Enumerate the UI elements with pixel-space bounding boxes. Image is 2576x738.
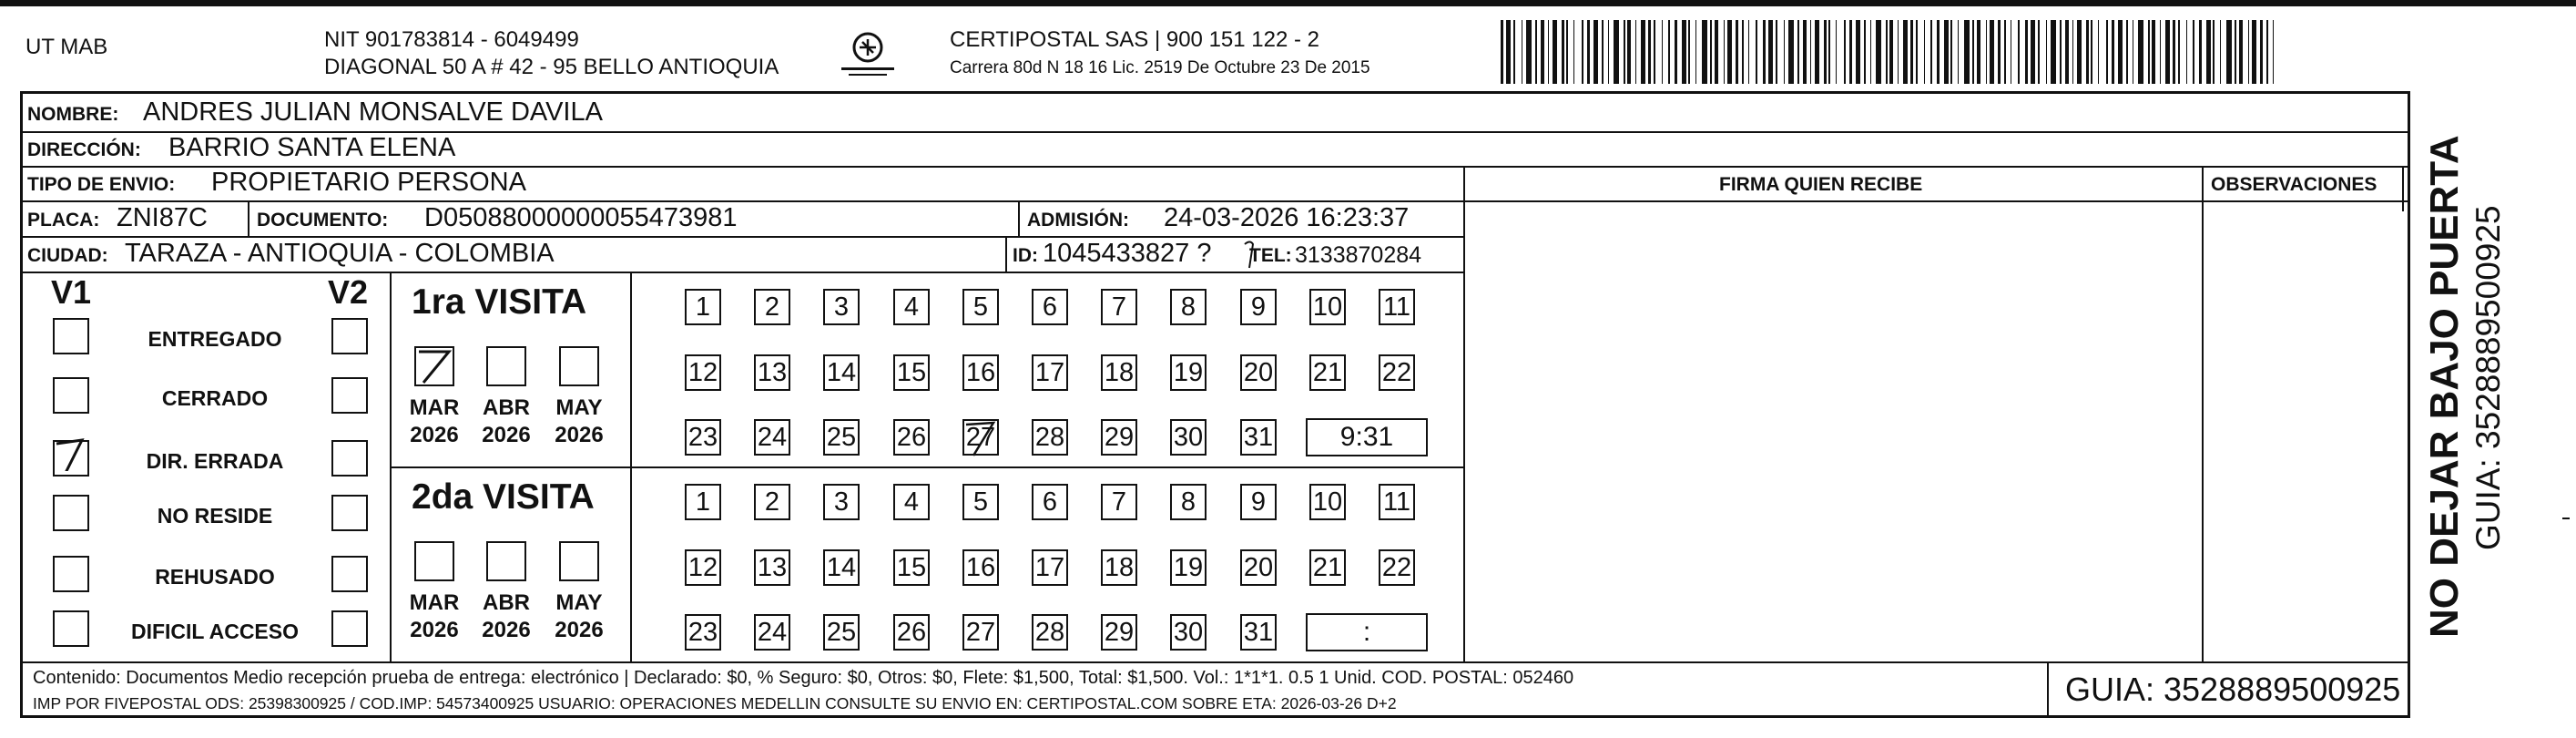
month-year: 2026 [410,423,459,447]
day-box[interactable]: 31 [1240,614,1277,651]
v2-checkbox[interactable] [331,556,368,592]
day-box[interactable]: 13 [754,354,790,391]
month-checkbox[interactable] [414,346,454,386]
day-box[interactable]: 12 [685,549,721,586]
day-box[interactable]: 4 [893,484,930,520]
v1-checkbox[interactable] [53,495,89,531]
time-box[interactable]: : [1306,613,1428,651]
day-box[interactable]: 21 [1309,354,1346,391]
month-year: 2026 [482,423,531,447]
tipo-envio-value: PROPIETARIO PERSONA [211,168,526,197]
id-value: 1045433827 ? [1043,239,1212,268]
day-box[interactable]: 17 [1032,549,1068,586]
day-box[interactable]: 20 [1240,354,1277,391]
day-box[interactable]: 19 [1170,549,1207,586]
day-box[interactable]: 11 [1379,484,1415,520]
day-box[interactable]: 8 [1170,484,1207,520]
day-box[interactable]: 4 [893,289,930,325]
day-box[interactable]: 1 [685,484,721,520]
status-label: DIFICIL ACCESO [130,620,299,643]
placa-value: ZNI87C [117,203,208,232]
day-box[interactable]: 24 [754,614,790,651]
month-label: ABR [483,590,530,615]
day-box[interactable]: 10 [1309,484,1346,520]
v1-checkbox[interactable] [53,556,89,592]
day-box[interactable]: 17 [1032,354,1068,391]
day-box[interactable]: 30 [1170,419,1207,456]
contenido-text: Contenido: Documentos Medio recepción prueba de entrega: electrónico | Declarado: $0, % Seguro: $0, Otros: $0, Flete: $1,500, Total: $1,500. Vol.: 1*1*1. 0.5 1 Unid. COD. POSTAL: 052460 [33,668,1574,688]
no-dejar-label: NO DEJAR BAJO PUERTA [2422,135,2467,638]
day-box[interactable]: 5 [962,484,999,520]
v2-checkbox[interactable] [331,377,368,414]
nombre-label: NOMBRE: [27,104,119,125]
day-box[interactable]: 7 [1101,289,1137,325]
nombre-value: ANDRES JULIAN MONSALVE DAVILA [143,97,603,127]
visit-title: 2da VISITA [412,477,595,517]
day-box[interactable]: 2 [754,289,790,325]
month-checkbox[interactable] [559,541,599,581]
v2-checkbox[interactable] [331,610,368,647]
day-box[interactable]: 16 [962,549,999,586]
day-box[interactable]: 11 [1379,289,1415,325]
month-label: ABR [483,395,530,420]
day-box[interactable]: 19 [1170,354,1207,391]
firma-header: FIRMA QUIEN RECIBE [1719,174,1923,195]
imp-text: IMP POR FIVEPOSTAL ODS: 25398300925 / COD.IMP: 54573400925 USUARIO: OPERACIONES MEDELLIN CONSULTE SU ENVIO EN: CERTIPOSTAL.COM SOBRE ETA: 2026-03-26 D+2 [33,694,1397,712]
day-box[interactable]: 1 [685,289,721,325]
day-box[interactable]: 2 [754,484,790,520]
ciudad-label: CIUDAD: [27,245,108,266]
day-box[interactable]: 31 [1240,419,1277,456]
status-label: REHUSADO [155,565,275,589]
month-checkbox[interactable] [486,346,526,386]
guia-side: GUIA: 3528889500925 [2469,205,2507,550]
day-box[interactable]: 15 [893,354,930,391]
visit-title: 1ra VISITA [412,282,587,322]
month-year: 2026 [482,618,531,642]
tipo-envio-label: TIPO DE ENVIO: [27,174,176,195]
day-box[interactable]: 18 [1101,549,1137,586]
day-box[interactable]: 3 [823,484,860,520]
direccion-value: BARRIO SANTA ELENA [168,133,456,162]
day-box[interactable]: 25 [823,419,860,456]
day-box[interactable]: 22 [1379,354,1415,391]
v1-header: V1 [51,273,92,311]
day-box[interactable]: 3 [823,289,860,325]
month-label: MAR [409,590,460,615]
id-label: ID: [1013,245,1038,266]
day-box[interactable]: 29 [1101,419,1137,456]
day-box[interactable]: 27 [962,419,999,456]
v2-header: V2 [328,273,369,311]
month-checkbox[interactable] [559,346,599,386]
day-box[interactable]: 25 [823,614,860,651]
day-box[interactable]: 9 [1240,484,1277,520]
guia-footer: GUIA: 3528889500925 [2065,671,2401,708]
month-label: MAR [409,395,460,420]
observaciones-header: OBSERVACIONES [2211,174,2377,195]
day-box[interactable]: 26 [893,419,930,456]
day-box[interactable]: 24 [754,419,790,456]
day-box[interactable]: 8 [1170,289,1207,325]
month-label: MAY [555,395,603,420]
day-box[interactable]: 28 [1032,614,1068,651]
month-label: MAY [555,590,603,615]
documento-value: D05088000000055473981 [424,203,738,232]
admision-label: ADMISIÓN: [1027,210,1129,231]
v1-checkbox[interactable] [53,440,89,477]
day-box[interactable]: 16 [962,354,999,391]
month-checkbox[interactable] [414,541,454,581]
status-label: NO RESIDE [157,504,273,528]
nit-text: NIT 901783814 - 6049499 [324,27,579,52]
v1-checkbox[interactable] [53,610,89,647]
v2-checkbox[interactable] [331,440,368,477]
month-year: 2026 [410,618,459,642]
day-box[interactable]: 29 [1101,614,1137,651]
status-label: CERRADO [161,386,269,410]
documento-label: DOCUMENTO: [257,210,389,231]
v2-checkbox[interactable] [331,318,368,354]
tel-value: 3133870284 [1295,242,1422,268]
status-label: ENTREGADO [148,327,282,351]
day-box[interactable]: 15 [893,549,930,586]
certipostal-logo [836,27,900,82]
day-box[interactable]: 23 [685,614,721,651]
barcode [1501,20,2276,84]
day-box[interactable]: 27 [962,614,999,651]
day-box[interactable]: 28 [1032,419,1068,456]
day-box[interactable]: 20 [1240,549,1277,586]
day-box[interactable]: 7 [1101,484,1137,520]
time-box[interactable]: 9:31 [1306,418,1428,456]
day-box[interactable]: 6 [1032,484,1068,520]
month-year: 2026 [555,423,604,447]
pen-mark [1242,239,1257,270]
day-box[interactable]: 12 [685,354,721,391]
ciudad-value: TARAZA - ANTIOQUIA - COLOMBIA [125,239,555,268]
day-box[interactable]: 6 [1032,289,1068,325]
month-year: 2026 [555,618,604,642]
day-box[interactable]: 13 [754,549,790,586]
company-name: CERTIPOSTAL SAS | 900 151 122 - 2 [950,27,1319,52]
day-box[interactable]: 10 [1309,289,1346,325]
top-border [0,0,2576,6]
placa-label: PLACA: [27,210,100,231]
day-box[interactable]: 21 [1309,549,1346,586]
ut-code: UT MAB [25,35,108,59]
day-box[interactable]: 23 [685,419,721,456]
tel-label: TEL: [1249,245,1292,266]
day-box[interactable]: 26 [893,614,930,651]
edge-tick [2562,518,2570,519]
day-box[interactable]: 14 [823,354,860,391]
v1-checkbox[interactable] [53,318,89,354]
status-label: DIR. ERRADA [146,449,284,473]
v2-checkbox[interactable] [331,495,368,531]
day-box[interactable]: 18 [1101,354,1137,391]
month-checkbox[interactable] [486,541,526,581]
day-box[interactable]: 14 [823,549,860,586]
day-box[interactable]: 5 [962,289,999,325]
day-box[interactable]: 9 [1240,289,1277,325]
day-box[interactable]: 30 [1170,614,1207,651]
sender-address: DIAGONAL 50 A # 42 - 95 BELLO ANTIOQUIA [324,55,779,79]
v1-checkbox[interactable] [53,377,89,414]
company-license: Carrera 80d N 18 16 Lic. 2519 De Octubre 23 De 2015 [950,58,1370,77]
admision-value: 24-03-2026 16:23:37 [1164,203,1410,232]
day-box[interactable]: 22 [1379,549,1415,586]
direccion-label: DIRECCIÓN: [27,139,141,160]
